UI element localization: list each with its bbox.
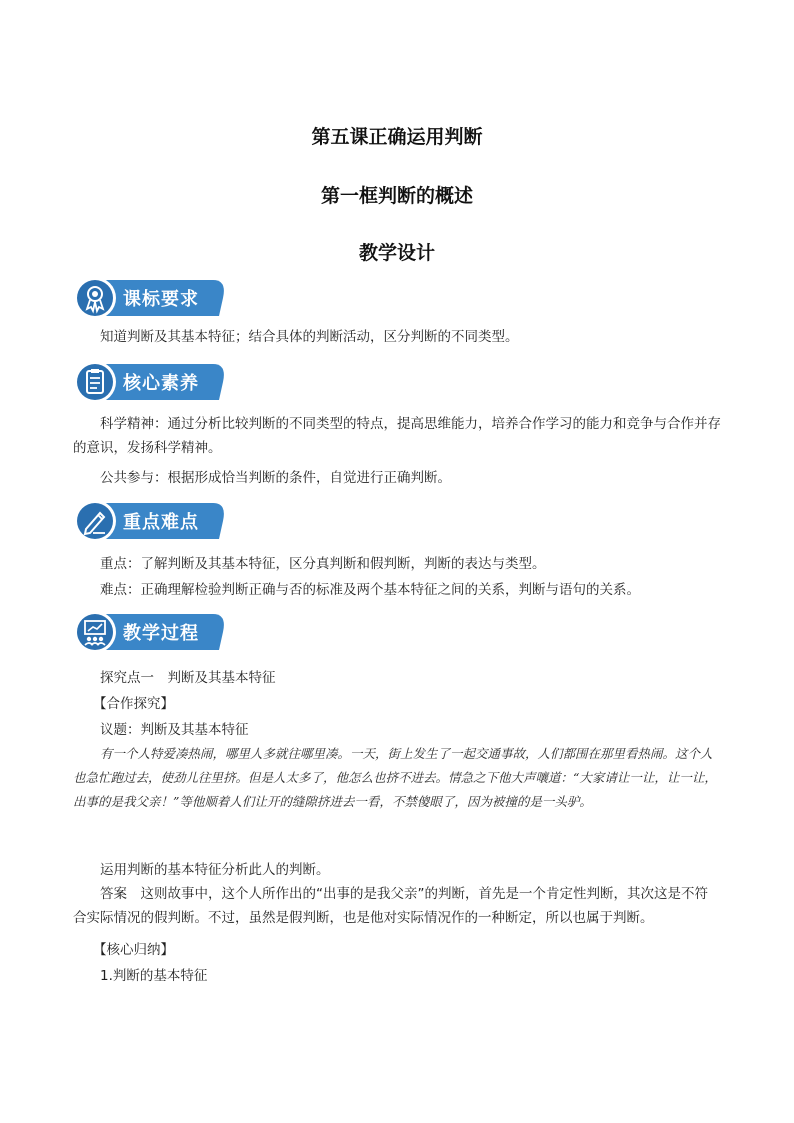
explore-point-heading: 探究点一 判断及其基本特征 [100, 670, 276, 686]
design-title: 教学设计 [358, 242, 435, 264]
topic-line: 议题：判断及其基本特征 [100, 722, 249, 738]
banner-label: 重点难点 [123, 512, 199, 533]
feature-heading: 1.判断的基本特征 [100, 968, 208, 984]
answer-paragraph: 答案 这则故事中，这个人所作出的“出事的是我父亲”的判断，首先是一个肯定性判断，其次这是不符合实际情况的假判断。不过，虽然是假判断，也是他对实际情况作的一种断定，所以也属于判断。 [73, 886, 708, 926]
story-paragraph: 有一个人特爱凑热闹，哪里人多就往哪里凑。一天，街上发生了一起交通事故，人们都围在那里看热闹。这个人也急忙跑过去，使劲儿往里挤。但是人太多了，他怎么也挤不进去。情急之下他大声嚷道：“大家请让一让，让一让，出事的是我父亲！”等他顺着人们让开的缝隙挤进去一看，不禁傻眼了，因为被撞的是一头驴。 [73, 746, 717, 809]
literacy-science-text: 科学精神：通过分析比较判断的不同类型的特点，提高思维能力，培养合作学习的能力和竞争与合作并存的意识，发扬科学精神。 [73, 416, 721, 456]
checklist-icon [73, 360, 117, 404]
banner-literacy [73, 360, 228, 404]
banner-label: 核心素养 [123, 373, 199, 394]
banner-standards [73, 276, 228, 320]
literacy-public-text: 公共参与：根据形成恰当判断的条件，自觉进行正确判断。 [100, 470, 451, 486]
cooperative-inquiry-label: 【合作探究】 [93, 696, 174, 712]
banner-key-points [73, 499, 228, 543]
key-point-text: 重点：了解判断及其基本特征，区分真判断和假判断，判断的表达与类型。 [100, 556, 546, 572]
award-icon [73, 276, 117, 320]
question-line: 运用判断的基本特征分析此人的判断。 [100, 862, 330, 878]
difficult-point-text: 难点：正确理解检验判断正确与否的标准及两个基本特征之间的关系，判断与语句的关系。 [100, 582, 640, 598]
banner-label: 课标要求 [123, 289, 199, 310]
banner-label: 教学过程 [123, 623, 199, 644]
section-title: 第一框判断的概述 [320, 185, 473, 207]
lesson-title: 第五课正确运用判断 [311, 126, 483, 148]
standards-text: 知道判断及其基本特征；结合具体的判断活动，区分判断的不同类型。 [100, 329, 519, 345]
core-summary-label: 【核心归纳】 [93, 942, 174, 958]
presentation-icon [73, 610, 117, 654]
pencil-icon [73, 499, 117, 543]
banner-process [73, 610, 228, 654]
